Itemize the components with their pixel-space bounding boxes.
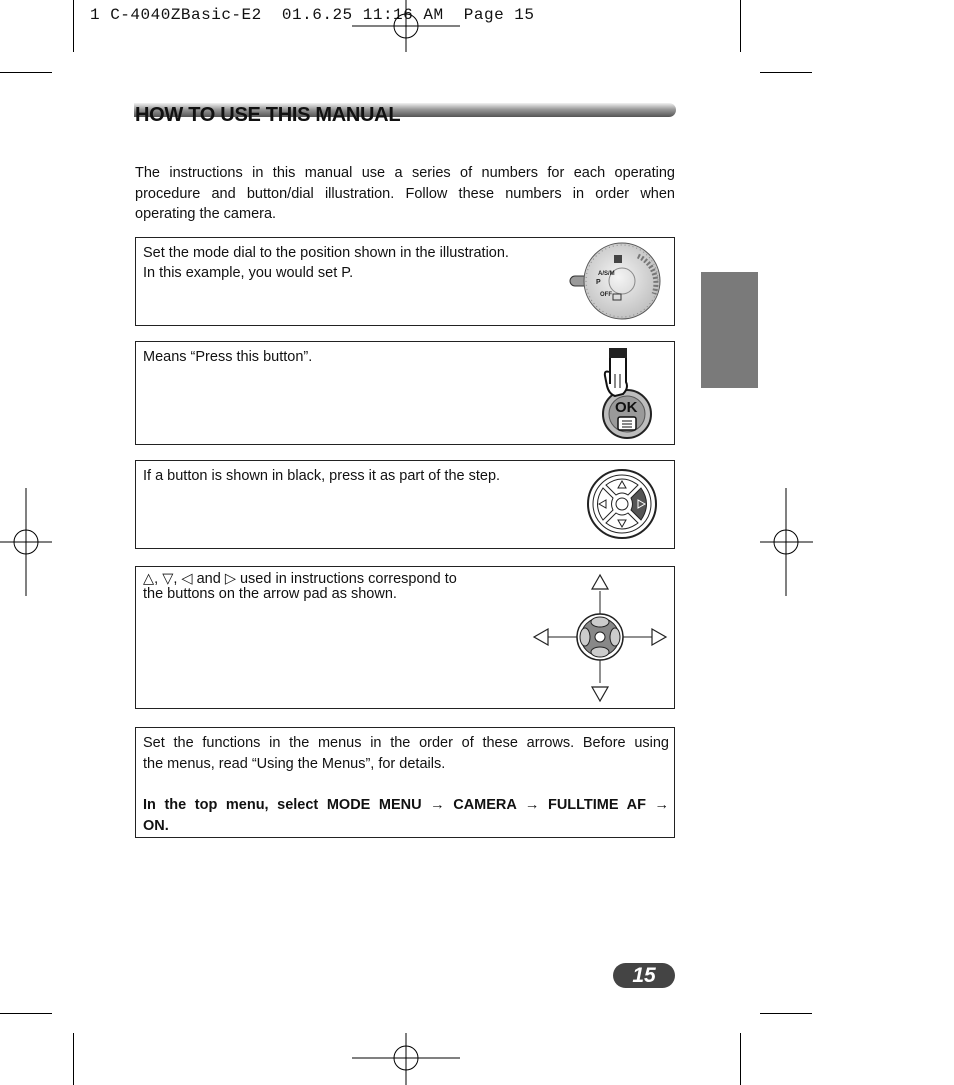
press-button-text: Means “Press this button”. (143, 349, 313, 365)
crop-mark (0, 1013, 52, 1014)
registration-mark-bottom (352, 1030, 462, 1085)
menus-box (135, 727, 675, 838)
crop-mark (0, 72, 52, 73)
mode-dial-illustration (566, 242, 666, 322)
menus-bold-line1: In the top menu, select MODE MENU → CAMERA → FULLTIME AF → (143, 797, 669, 813)
arrow-pad-line1: △, ▽, ◁ and ▷ used in instructions correspond to (143, 571, 457, 587)
arrow-pad-box (135, 566, 675, 709)
menus-line2: the menus, read “Using the Menus”, for details. (143, 756, 446, 772)
black-button-text: If a button is shown in black, press it as part of the step. (143, 468, 501, 484)
crop-mark (740, 1033, 741, 1085)
registration-mark-left (0, 488, 55, 598)
dial-p-label: P (596, 279, 601, 286)
crop-mark (73, 1033, 74, 1085)
print-header: 1 C-4040ZBasic-E2 01.6.25 11:16 AM Page 15 (90, 6, 535, 24)
crop-mark (760, 1013, 812, 1014)
press-button-box (135, 341, 675, 445)
crop-mark (740, 0, 741, 52)
mode-dial-text (143, 243, 509, 283)
ok-button-illustration (591, 344, 661, 442)
finger-icon (605, 348, 627, 396)
page-title: HOW TO USE THIS MANUAL (135, 104, 401, 126)
arrow-pad-directions-illustration (530, 571, 670, 705)
page-number: 15 (613, 963, 675, 988)
crop-mark (73, 0, 74, 52)
mode-dial-line1: Set the mode dial to the position shown in the illustration. (143, 245, 509, 261)
crop-mark (760, 72, 812, 73)
section-tab (701, 272, 758, 388)
menus-line1: Set the functions in the menus in the order of these arrows. Before using (143, 735, 669, 751)
menus-text (143, 733, 669, 837)
arrow-pad-text (143, 572, 457, 602)
ok-label: OK (615, 399, 638, 416)
dial-scene-label: A/S/M (598, 271, 615, 277)
dial-off-label: OFF (600, 292, 612, 298)
registration-mark-right (758, 488, 814, 598)
mode-dial-line2: In this example, you would set P. (143, 265, 354, 281)
menus-bold-line2: ON. (143, 818, 169, 834)
mode-dial-box (135, 237, 675, 326)
intro-paragraph: The instructions in this manual use a series of numbers for each operating procedure and button/dial illustration. Follow these numbers in order when operating the camera. (135, 165, 675, 222)
arrow-pad-black-illustration (586, 467, 658, 541)
black-button-box (135, 460, 675, 549)
arrow-pad-line2: the buttons on the arrow pad as shown. (143, 586, 397, 602)
